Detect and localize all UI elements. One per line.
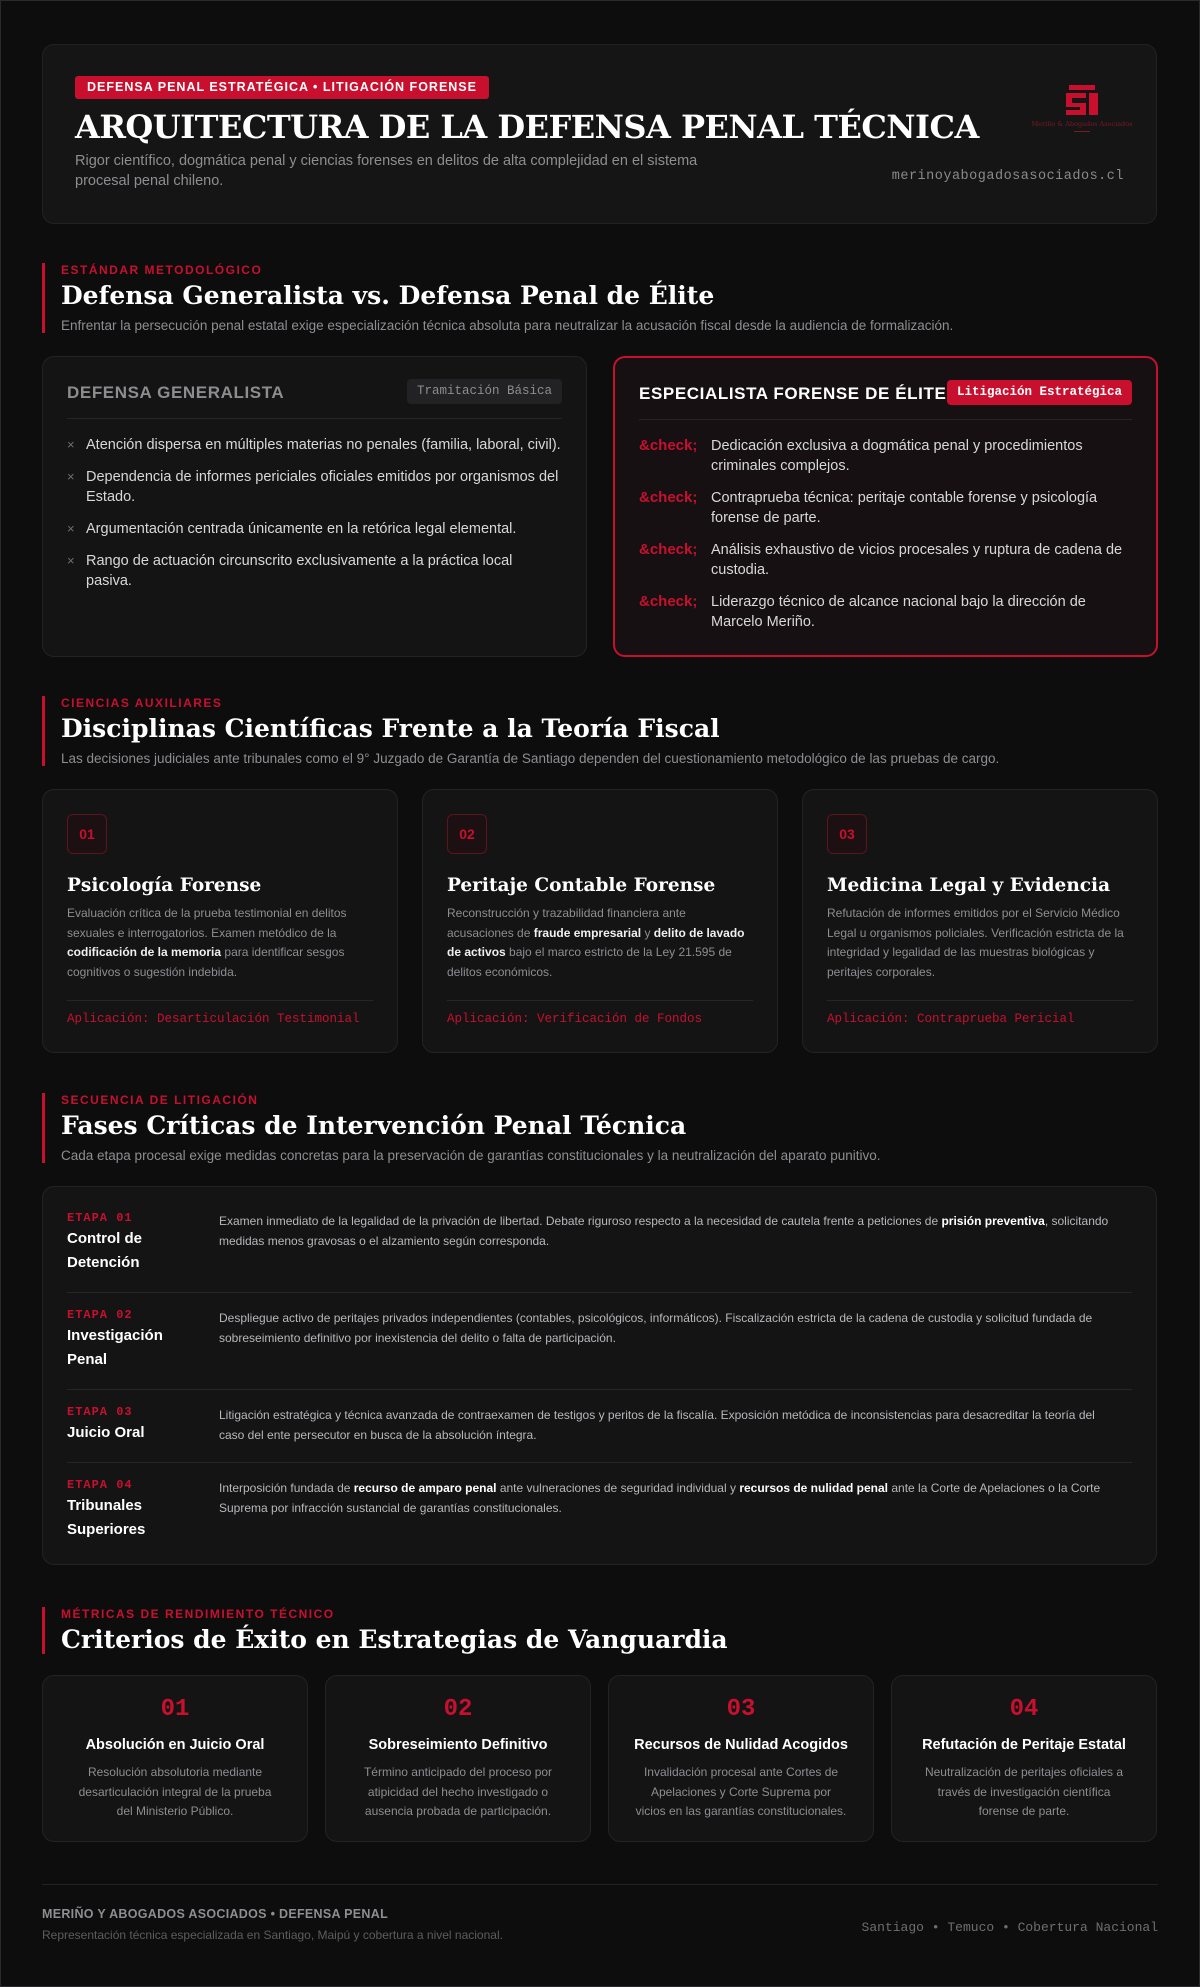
disciplines-description: Las decisiones judiciales ante tribunales como el 9° Juzgado de Garantía de Santiago dependen del cuestionamiento metodológico de las pruebas de cargo. (61, 751, 1000, 766)
phase-name: Tribunales Superiores (67, 1497, 146, 1538)
metric-number: 01 (160, 1696, 190, 1723)
disciplines-title: Disciplinas Científicas Frente a la Teoría Fiscal (61, 714, 720, 743)
footer-subtitle: Representación técnica especializada en Santiago, Maipú y cobertura a nivel nacional. (42, 1928, 503, 1942)
discipline-card (422, 789, 778, 1053)
metrics-section-head (42, 1607, 728, 1654)
logo-wordmark: Meriño & Abogados Asociados (1031, 120, 1133, 128)
footer-divider (42, 1884, 1158, 1885)
elite-title: ESPECIALISTA FORENSE DE ÉLITE (639, 384, 947, 403)
metric-number: 02 (443, 1696, 473, 1723)
metric-number: 04 (1009, 1696, 1039, 1723)
elite-tag: Litigación Estratégica (947, 380, 1132, 405)
check-icon: &check; (639, 541, 698, 558)
phase-label: ETAPA 01 (67, 1211, 133, 1225)
metric-title: Refutación de Peritaje Estatal (922, 1737, 1126, 1753)
phase-row (67, 1308, 1132, 1390)
card-title: Psicología Forense (67, 875, 262, 896)
generalist-list (67, 435, 562, 603)
list-item-text: Rango de actuación circunscrito exclusivamente a la práctica local pasiva. (86, 553, 513, 589)
footer-title: MERIÑO Y ABOGADOS ASOCIADOS • DEFENSA PENAL (42, 1907, 389, 1921)
card-number: 03 (827, 814, 867, 854)
generalist-card (42, 356, 587, 657)
metric-title: Recursos de Nulidad Acogidos (634, 1737, 848, 1753)
elite-list (639, 436, 1132, 644)
comparison-eyebrow: ESTÁNDAR METODOLÓGICO (61, 263, 263, 277)
card-title: Peritaje Contable Forense (447, 875, 716, 896)
metric-description: Neutralización de peritajes oficiales a través de investigación científica forense de parte. (924, 1765, 1124, 1818)
discipline-card (42, 789, 398, 1053)
generalist-tag: Tramitación Básica (407, 379, 562, 404)
check-icon: &check; (639, 489, 698, 506)
phase-row (67, 1405, 1132, 1463)
phase-description: Examen inmediato de la legalidad de la privación de libertad. Debate riguroso respecto a la necesidad de cautela frente a peticiones de prisión preventiva, solicitando medidas menos gravosas o el alzamiento según corresponda. (219, 1214, 1109, 1248)
disciplines-section-head (42, 696, 999, 766)
generalist-card-head (67, 379, 562, 419)
divider (827, 1000, 1133, 1001)
phase-label: ETAPA 03 (67, 1405, 133, 1419)
page-header (42, 44, 1157, 224)
discipline-card (802, 789, 1158, 1053)
cross-icon: × (67, 437, 75, 452)
list-item-text: Dedicación exclusiva a dogmática penal y procedimientos criminales complejos. (711, 438, 1083, 474)
comparison-title: Defensa Generalista vs. Defensa Penal de Élite (61, 281, 715, 310)
card-body: Refutación de informes emitidos por el Servicio Médico Legal u organismos policiales. Verificación estricta de la integridad y legalidad de las muestras biológicas y peritajes corporales. (827, 906, 1124, 979)
metric-card (42, 1675, 308, 1842)
metric-description: Término anticipado del proceso por atipicidad del hecho investigado o ausencia probada de participación. (363, 1765, 553, 1818)
metric-description: Invalidación procesal ante Cortes de Apelaciones y Corte Suprema por vicios en las garantías constitucionales. (635, 1765, 847, 1818)
card-application: Aplicación: Verificación de Fondos (447, 1012, 703, 1026)
metric-title: Absolución en Juicio Oral (85, 1737, 265, 1753)
phase-row (67, 1478, 1132, 1548)
card-application: Aplicación: Contraprueba Pericial (827, 1012, 1075, 1026)
list-item (67, 435, 562, 455)
list-item (67, 519, 562, 539)
generalist-title: DEFENSA GENERALISTA (67, 383, 285, 402)
metrics-title: Criterios de Éxito en Estrategias de Vanguardia (61, 1625, 728, 1654)
list-item (67, 551, 562, 591)
disciplines-eyebrow: CIENCIAS AUXILIARES (61, 696, 223, 710)
card-number: 02 (447, 814, 487, 854)
cross-icon: × (67, 521, 75, 536)
card-body: Reconstrucción y trazabilidad financiera ante acusaciones de fraude empresarial y delito de lavado de activos bajo el marco estricto de la Ley 21.595 de delitos económicos. (447, 906, 745, 979)
page-title: ARQUITECTURA DE LA DEFENSA PENAL TÉCNICA (75, 108, 979, 146)
card-body: Evaluación crítica de la prueba testimonial en delitos sexuales e interrogatorios. Examen metódico de la codificación de la memoria para identificar sesgos cognitivos o sugestión indebida. (67, 906, 347, 979)
phase-name: Juicio Oral (67, 1424, 145, 1441)
card-title: Medicina Legal y Evidencia (827, 875, 1111, 896)
card-application: Aplicación: Desarticulación Testimonial (67, 1012, 360, 1026)
firm-logo[interactable] (1031, 85, 1133, 141)
list-item-text: Dependencia de informes periciales oficiales emitidos por organismos del Estado. (86, 469, 559, 505)
metric-card (325, 1675, 591, 1842)
cross-icon: × (67, 553, 75, 568)
phase-label: ETAPA 04 (67, 1478, 133, 1492)
metrics-eyebrow: MÉTRICAS DE RENDIMIENTO TÉCNICO (61, 1607, 335, 1621)
phase-description: Despliegue activo de peritajes privados independientes (contables, psicológicos, informáticos). Fiscalización estricta de la cadena de custodia y solicitud fundada de sobreseimiento definitivo por inexistencia del delito o falta de participación. (219, 1311, 1093, 1345)
divider (67, 1000, 373, 1001)
list-item (639, 540, 1132, 580)
phases-title: Fases Críticas de Intervención Penal Técnica (61, 1111, 687, 1140)
phase-row (67, 1211, 1132, 1293)
phase-description: Litigación estratégica y técnica avanzada de contraexamen de testigos y peritos de la fiscalía. Exposición metódica de inconsistencias para desacreditar la teoría del caso del ente persecutor en busca de la absolución íntegra. (219, 1408, 1095, 1442)
cross-icon: × (67, 469, 75, 484)
phase-name: Investigación Penal (67, 1327, 163, 1368)
phases-description: Cada etapa procesal exige medidas concretas para la preservación de garantías constitucionales y la neutralización del aparato punitivo. (61, 1148, 881, 1163)
metric-number: 03 (726, 1696, 756, 1723)
phase-description: Interposición fundada de recurso de amparo penal ante vulneraciones de seguridad individual y recursos de nulidad penal ante la Corte de Apelaciones o la Corte Suprema por infracción sustancial de garantías constitucionales. (219, 1481, 1101, 1515)
list-item-text: Liderazgo técnico de alcance nacional bajo la dirección de Marcelo Meriño. (711, 594, 1086, 630)
metric-description: Resolución absolutoria mediante desarticulación integral de la prueba del Ministerio Público. (78, 1765, 272, 1818)
metric-title: Sobreseimiento Definitivo (368, 1737, 548, 1753)
phases-section-head (42, 1093, 881, 1163)
phase-label: ETAPA 02 (67, 1308, 133, 1322)
elite-card-head (639, 380, 1132, 420)
list-item-text: Argumentación centrada únicamente en la retórica legal elemental. (86, 521, 517, 537)
list-item (639, 592, 1132, 632)
header-badge: DEFENSA PENAL ESTRATÉGICA • LITIGACIÓN FORENSE (75, 76, 489, 99)
divider (447, 1000, 753, 1001)
elite-card (613, 356, 1158, 657)
phase-name: Control de Detención (67, 1230, 142, 1271)
check-icon: &check; (639, 593, 698, 610)
website-link[interactable]: merinoyabogadosasociados.cl (891, 169, 1124, 184)
list-item (639, 436, 1132, 476)
footer-locations: Santiago • Temuco • Cobertura Nacional (861, 1920, 1158, 1935)
phases-panel (42, 1186, 1157, 1565)
list-item (639, 488, 1132, 528)
phases-eyebrow: SECUENCIA DE LITIGACIÓN (61, 1093, 259, 1107)
metric-card (608, 1675, 874, 1842)
list-item-text: Atención dispersa en múltiples materias no penales (familia, laboral, civil). (86, 437, 561, 453)
card-number: 01 (67, 814, 107, 854)
list-item-text: Análisis exhaustivo de vicios procesales y ruptura de cadena de custodia. (711, 542, 1123, 578)
list-item-text: Contraprueba técnica: peritaje contable forense y psicología forense de parte. (711, 490, 1098, 526)
page-subtitle: Rigor científico, dogmática penal y ciencias forenses en delitos de alta complejidad en el sistema procesal penal chileno. (75, 153, 698, 189)
comparison-section-head (42, 263, 953, 333)
metric-card (891, 1675, 1157, 1842)
list-item (67, 467, 562, 507)
check-icon: &check; (639, 437, 698, 454)
comparison-description: Enfrentar la persecución penal estatal exige especialización técnica absoluta para neutralizar la acusación fiscal desde la audiencia de formalización. (61, 318, 954, 333)
